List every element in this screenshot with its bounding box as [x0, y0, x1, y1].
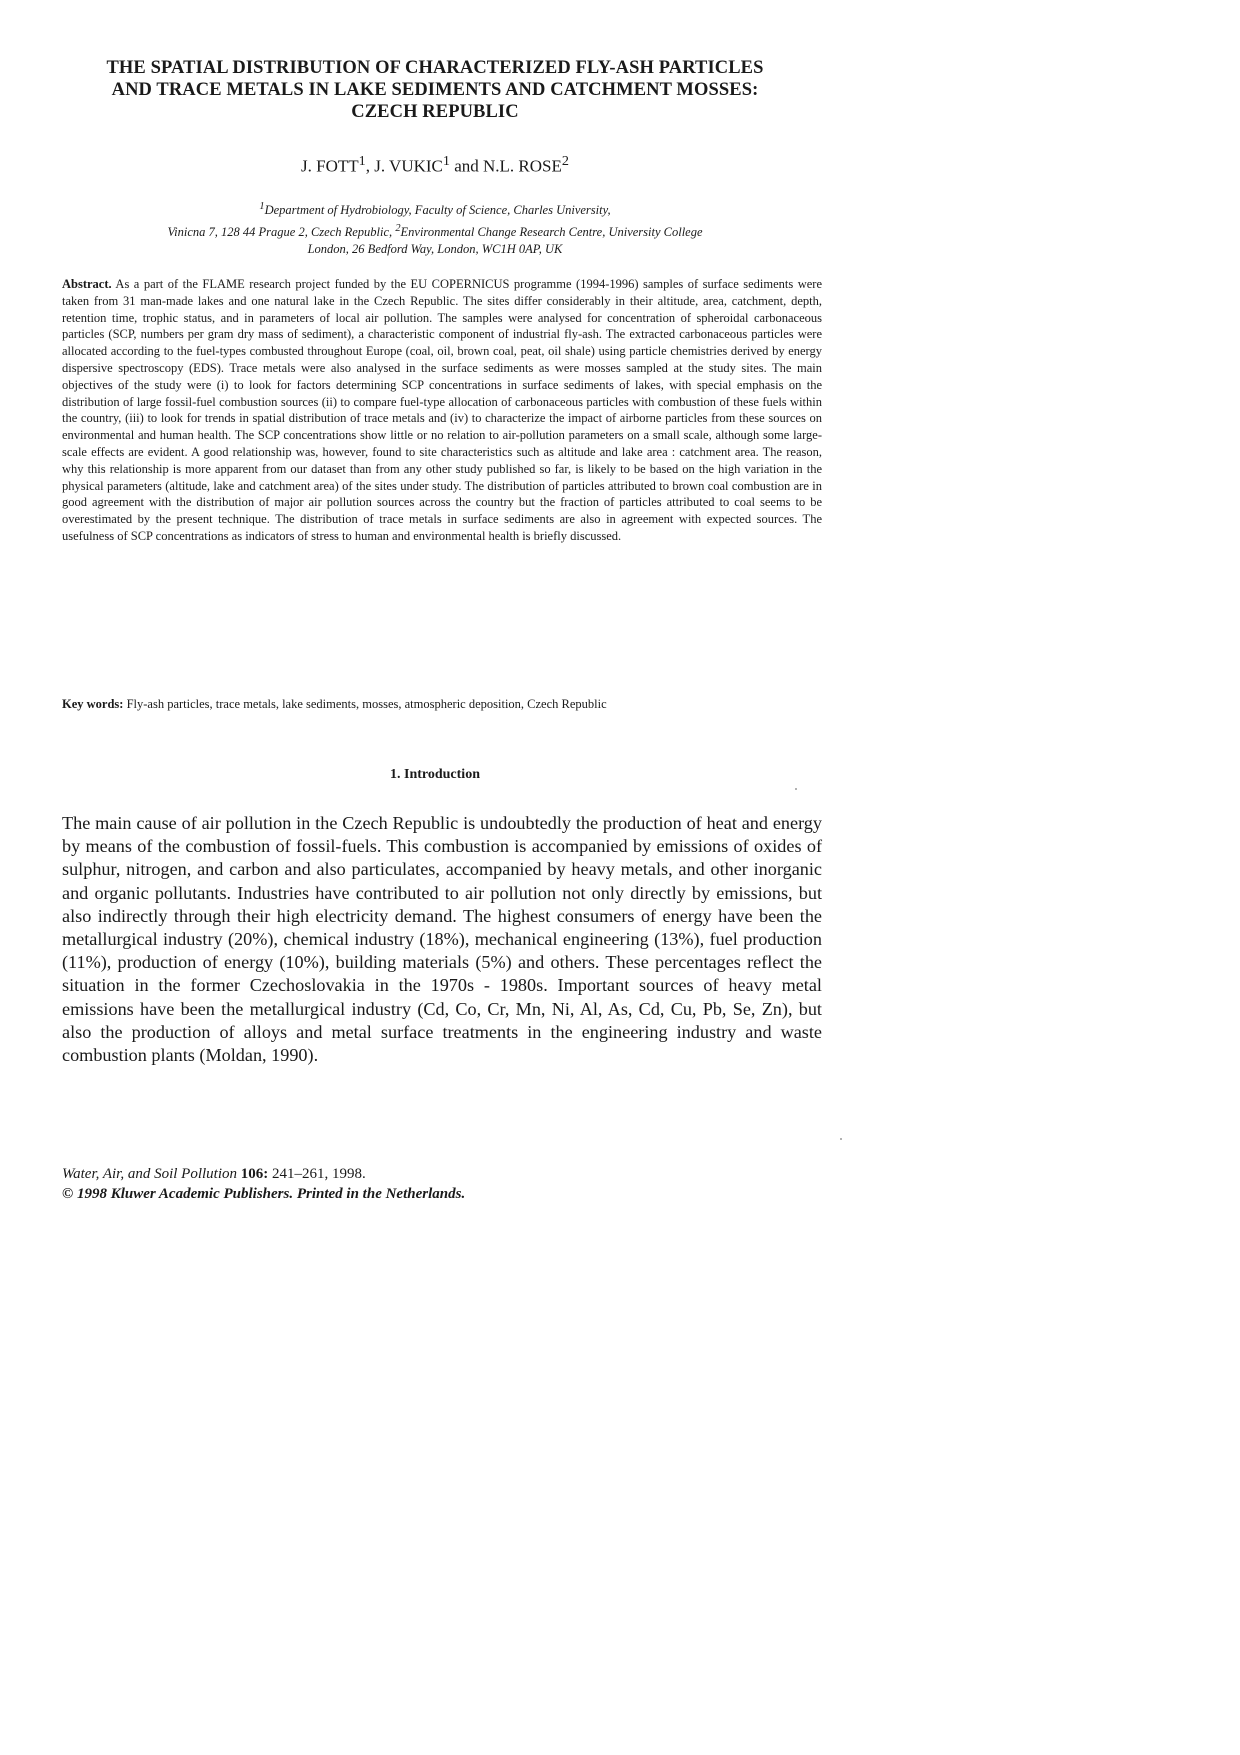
affiliation-mark-2: 2 [395, 222, 401, 234]
journal-name: Water, Air, and Soil Pollution [62, 1166, 238, 1182]
section-heading-introduction: 1. Introduction [390, 767, 480, 782]
journal-pages: 241–261, 1998. [268, 1166, 366, 1182]
paper-title [55, 57, 815, 123]
title-line-3: CZECH REPUBLIC [351, 102, 519, 122]
citation-line [62, 1164, 822, 1184]
introduction-paragraph: The main cause of air pollution in the Czech Republic is undoubtedly the production of heat and energy by means of the combustion of fossil-fuels. This combustion is accompanied by emissions of oxides of sulphur, nitrogen, and carbon and also particulates, accompanied by heavy metals, and other inorganic and organic pollutants. Industries have contributed to air pollution not only directly by emissions, but also indirectly through their high electricity demand. The highest consumers of energy have been the metallurgical industry (20%), chemical industry (18%), mechanical engineering (13%), fuel production (11%), production of energy (10%), building materials (5%) and others. These percentages reflect the situation in the former Czechoslovakia in the 1970s - 1980s. Important sources of heavy metal emissions have been the metallurgical industry (Cd, Co, Cr, Mn, Ni, Al, As, Cd, Cu, Pb, Se, Zn), but also the production of alloys and metal surface treatments in the engineering industry and waste combustion plants (Moldan, 1990). [62, 813, 822, 1066]
scan-speck [840, 1138, 842, 1140]
affiliation-text-2a: Vinicna 7, 128 44 Prague 2, Czech Republic, [167, 224, 396, 239]
affiliation-text-2b: Environmental Change Research Centre, University College [400, 224, 703, 239]
journal-volume: 106: [237, 1166, 269, 1182]
author-vukic: J. VUKIC [374, 156, 443, 176]
author-separator-and: and [449, 156, 483, 176]
copyright-symbol: © 1998 [62, 1186, 111, 1202]
abstract-text: As a part of the FLAME research project funded by the EU COPERNICUS programme (1994-1996) samples of surface sediments were taken from 31 man-made lakes and one natural lake in the Czech Republic. The sites differ considerably in their altitude, area, catchment, depth, retention time, trophic status, and in parameters of local air pollution. The samples were analysed for concentration of spheroidal carbonaceous particles (SCP, numbers per gram dry mass of sediment), a characteristic component of industrial fly-ash. The extracted carbonaceous particles were allocated according to the fuel-types combusted throughout Europe (coal, oil, brown coal, peat, oil shale) using particle chemistries derived by energy dispersive spectroscopy (EDS). Trace metals were also analysed in the surface sediments as were mosses sampled at the study sites. The main objectives of the study were (i) to look for factors determining SCP concentrations in surface sediments of lakes, with special emphasis on the distribution of large fossil-fuel combustion sources (ii) to compare fuel-type allocation of carbonaceous particles with combustion of these fuels within the country, (iii) to look for trends in spatial distribution of trace metals and (iv) to characterize the impact of airborne particles from these sources on environmental and human health. The SCP concentrations show little or no relation to air-pollution parameters on a small scale, although some large-scale effects are evident. A good relationship was, however, found to site characteristics such as altitude and lake area : catchment area. The reason, why this relationship is more apparent from our dataset than from any other study published so far, is likely to be based on the high variation in the physical parameters (altitude, lake and catchment area) of the sites under study. The distribution of particles attributed to brown coal combustion are in good agreement with the distribution of major air pollution sources across the country but the fraction of particles attributed to coal seems to be overestimated by the present technique. The distribution of trace metals in surface sediments are also in agreement with expected sources. The usefulness of SCP concentrations as indicators of stress to human and environmental health is briefly discussed. [62, 277, 822, 543]
keywords [62, 696, 822, 713]
author-rose: N.L. ROSE [483, 156, 562, 176]
affiliation-line-1 [55, 198, 815, 220]
abstract-label: Abstract. [62, 277, 112, 291]
affiliation-line-3: London, 26 Bedford Way, London, WC1H 0AP, UK [307, 242, 563, 257]
author-separator: , [365, 156, 375, 176]
author-rose-affiliation-mark: 2 [561, 153, 569, 169]
author-vukic-affiliation-mark: 1 [442, 153, 450, 169]
author-fott: J. FOTT [301, 156, 359, 176]
affiliation-text-1: Department of Hydrobiology, Faculty of Science, Charles University, [264, 203, 611, 218]
author-fott-affiliation-mark: 1 [358, 153, 366, 169]
title-line-1: THE SPATIAL DISTRIBUTION OF CHARACTERIZED FLY-ASH PARTICLES [106, 58, 764, 78]
author-list [55, 150, 815, 178]
keywords-label: Key words: [62, 697, 124, 711]
citation-footer [62, 1164, 822, 1204]
scan-speck [795, 788, 797, 790]
affiliation-mark-1: 1 [259, 201, 265, 212]
affiliations [55, 198, 815, 259]
keywords-text: Fly-ash particles, trace metals, lake sediments, mosses, atmospheric deposition, Czech Republic [123, 697, 607, 711]
abstract [62, 276, 822, 545]
affiliation-line-2 [55, 220, 815, 242]
copyright-line [62, 1184, 822, 1204]
title-line-2: AND TRACE METALS IN LAKE SEDIMENTS AND CATCHMENT MOSSES: [111, 80, 759, 100]
publisher-note: Kluwer Academic Publishers. Printed in the Netherlands. [110, 1186, 466, 1202]
